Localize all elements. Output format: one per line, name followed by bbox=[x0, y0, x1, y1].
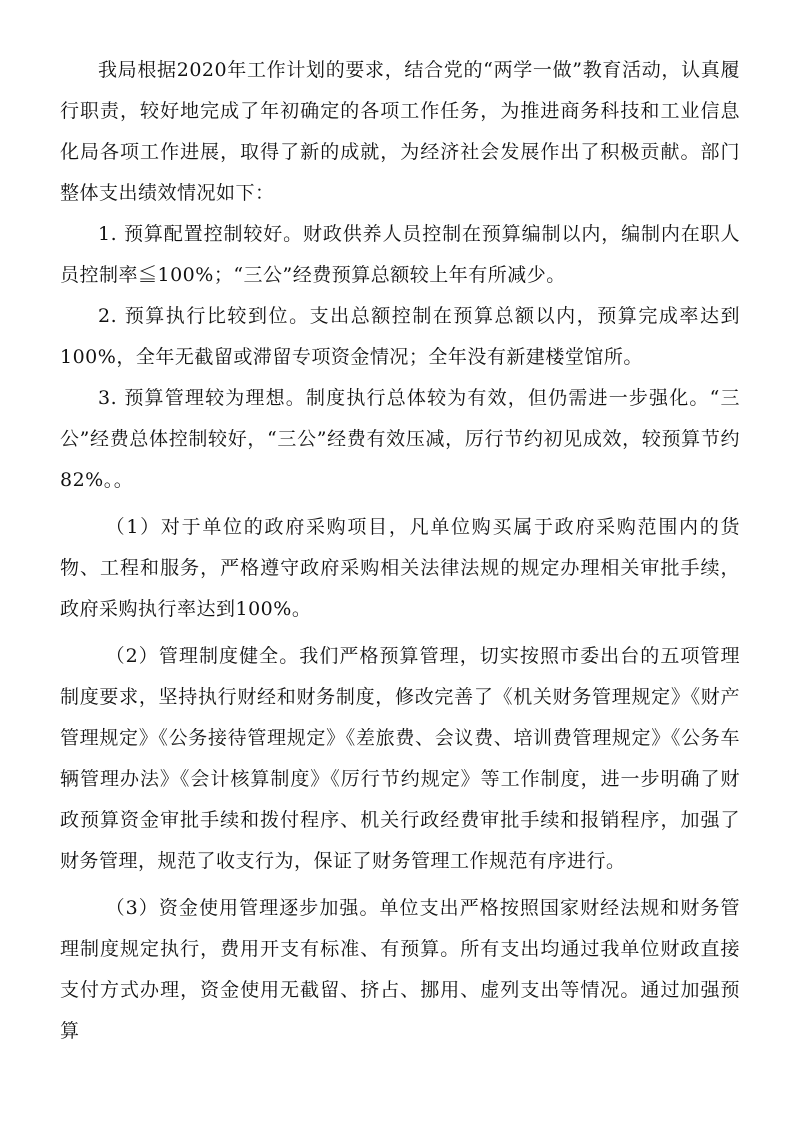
intro-paragraph: 我局根据2020年工作计划的要求，结合党的“两学一做”教育活动，认真履行职责，较好地完成了年初确定的各项工作任务，为推进商务科技和工业信息化局各项工作进展，取得了新的成就，为经济社会发展作出了积极贡献。部门整体支出绩效情况如下： bbox=[60, 59, 740, 204]
subitem-2-paragraph: （2）管理制度健全。我们严格预算管理，切实按照市委出台的五项管理制度要求，坚持执行财经和财务制度，修改完善了《机关财务管理规定》《财产管理规定》《公务接待管理规定》《差旅费、会议费、培训费管理规定》《公务车辆管理办法》《会计核算制度》《厉行节约规定》等工作制度，进一步明确了财政预算资金审批手续和拨付程序、机关行政经费审批手续和报销程序，加强了财务管理，规范了收支行为，保证了财务管理工作规范有序进行。 bbox=[60, 645, 740, 872]
item-3-paragraph: 3. 预算管理较为理想。制度执行总体较为有效，但仍需进一步强化。“三公”经费总体控制较好，“三公”经费有效压减，厉行节约初见成效，较预算节约82%。。 bbox=[60, 387, 740, 491]
item-2-paragraph: 2. 预算执行比较到位。支出总额控制在预算总额以内，预算完成率达到100%，全年无截留或滞留专项资金情况；全年没有新建楼堂馆所。 bbox=[60, 305, 740, 368]
subitem-3-paragraph: （3）资金使用管理逐步加强。单位支出严格按照国家财经法规和财务管理制度规定执行，费用开支有标准、有预算。所有支出均通过我单位财政直接支付方式办理，资金使用无截留、挤占、挪用、虚列支出等情况。通过加强预算 bbox=[60, 897, 740, 1042]
document-body bbox=[60, 50, 740, 1052]
item-1-paragraph: 1. 预算配置控制较好。财政供养人员控制在预算编制以内，编制内在职人员控制率≦100%；“三公”经费预算总额较上年有所减少。 bbox=[60, 223, 740, 286]
subitem-1-paragraph: （1）对于单位的政府采购项目，凡单位购买属于政府采购范围内的货物、工程和服务，严格遵守政府采购相关法律法规的规定办理相关审批手续，政府采购执行率达到100%。 bbox=[60, 516, 740, 620]
